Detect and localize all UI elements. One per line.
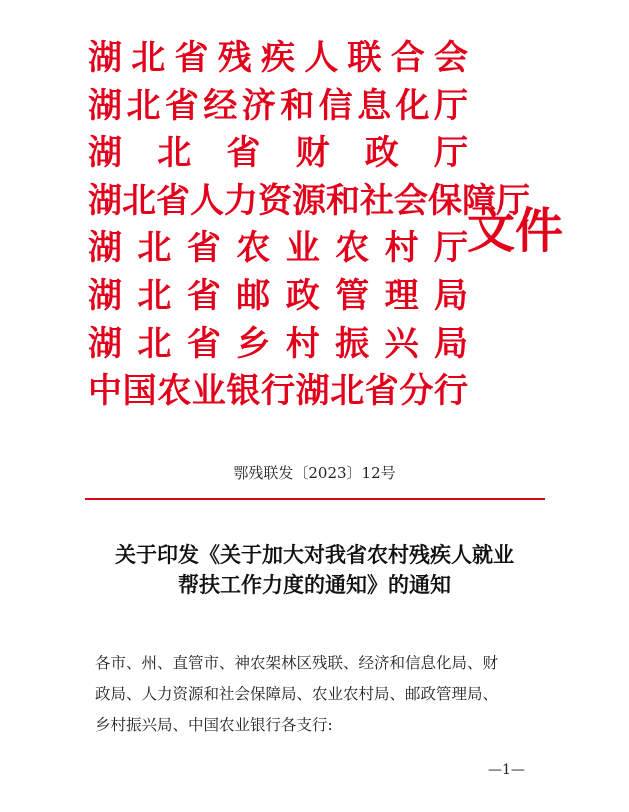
recipients-paragraph [95, 648, 543, 741]
header-divider [85, 498, 545, 500]
recipients-line: 政局、人力资源和社会保障局、农业农村局、邮政管理局、 [95, 685, 499, 703]
issuer-name: 湖北省人力资源和社会保障厅 [88, 180, 530, 221]
page-number: —1— [488, 762, 525, 778]
issuer-name: 中国农业银行湖北省分行 [88, 371, 468, 412]
document-number: 鄂残联发〔2023〕12号 [233, 464, 396, 482]
issuer-name: 湖北省农业农村厅 [88, 228, 468, 269]
issuer-name: 湖北省财政厅 [88, 133, 468, 174]
document-title [60, 540, 569, 600]
document-title-line: 关于印发《关于加大对我省农村残疾人就业 [115, 542, 514, 567]
document-suffix: 文件 [467, 203, 564, 259]
issuer-name: 湖北省乡村振兴局 [88, 323, 468, 364]
issuer-name: 湖北省邮政管理局 [88, 275, 468, 316]
issuer-name: 湖北省残疾人联合会 [88, 38, 468, 78]
document-title-line: 帮扶工作力度的通知》的通知 [178, 572, 451, 597]
recipients-line: 乡村振兴局、中国农业银行各支行: [95, 716, 333, 734]
issuer-name: 湖北省经济和信息化厅 [88, 85, 468, 126]
recipients-line: 各市、州、直管市、神农架林区残联、经济和信息化局、财 [95, 654, 499, 672]
